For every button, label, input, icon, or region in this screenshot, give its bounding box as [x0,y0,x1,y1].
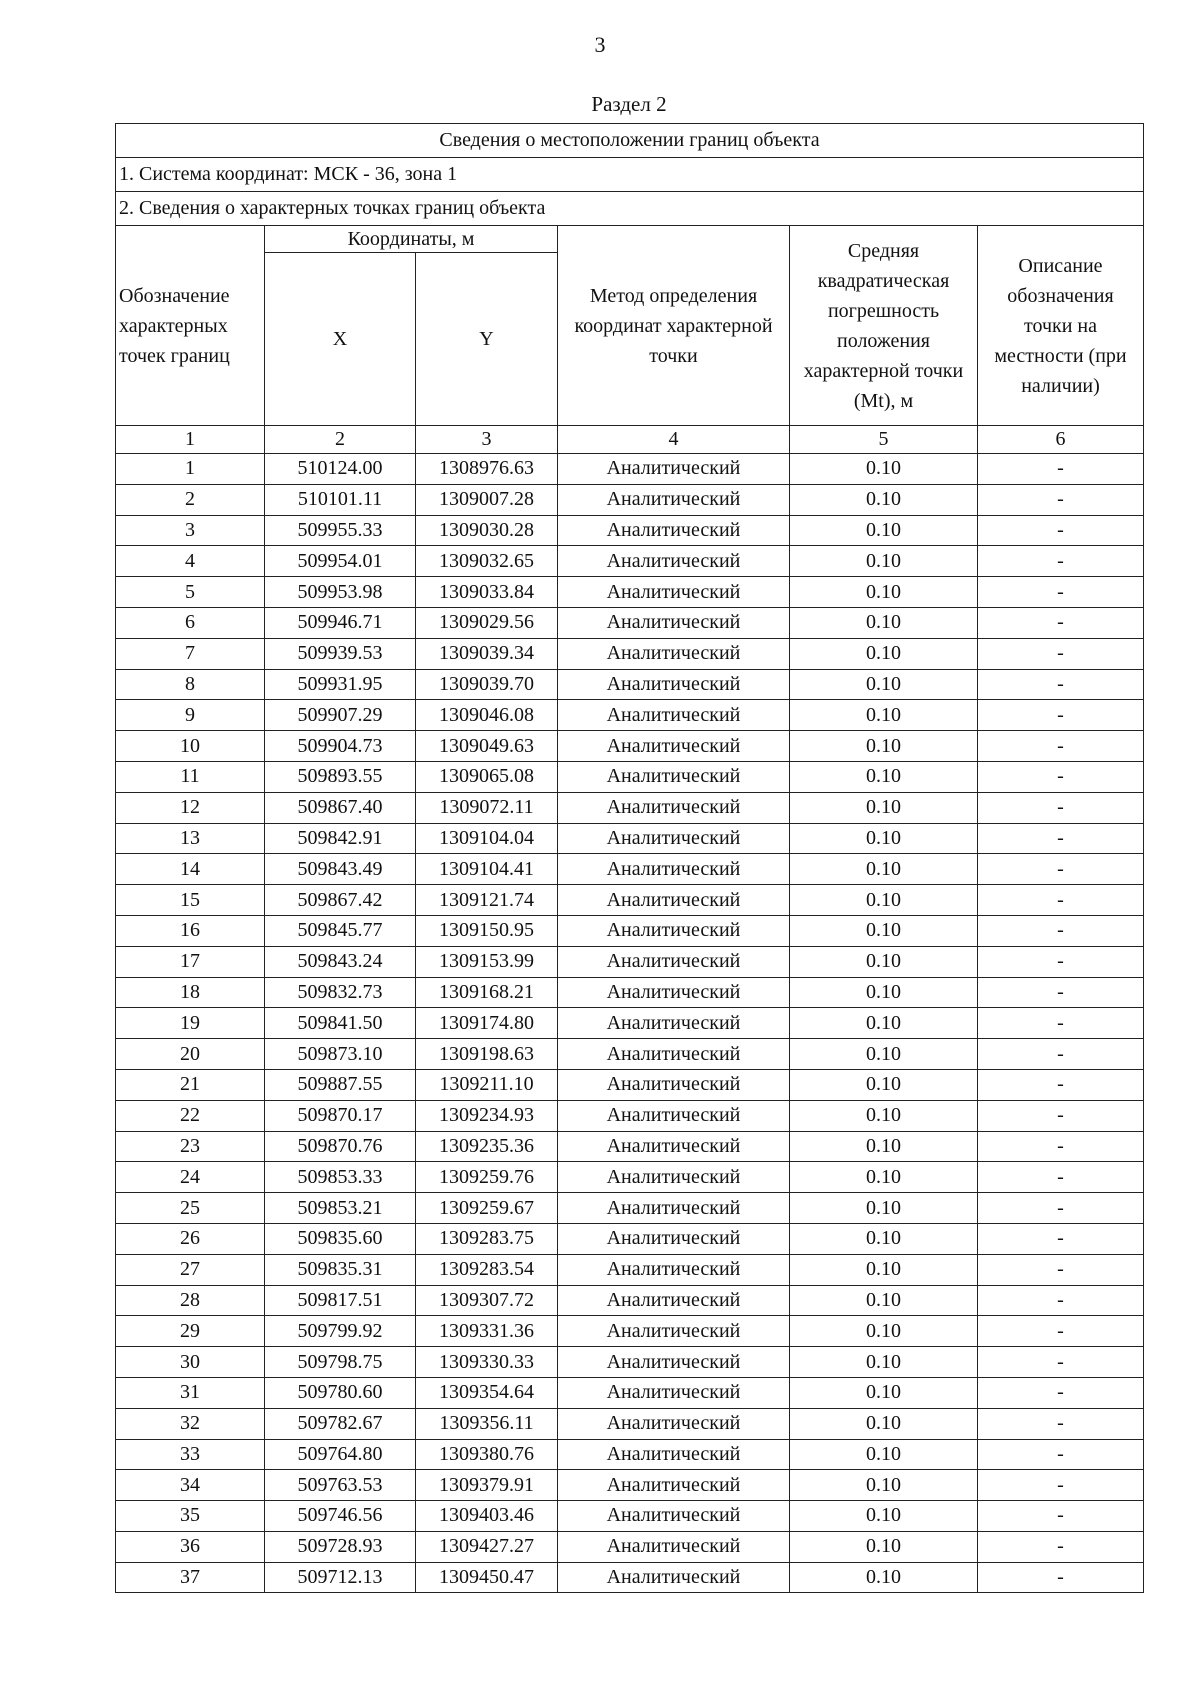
cell-description: - [978,885,1144,916]
cell-method: Аналитический [558,1408,790,1439]
table-row [116,1408,1144,1439]
cell-point-id: 31 [116,1377,265,1408]
cell-coord-y: 1309450.47 [416,1562,558,1593]
cell-coord-y: 1309168.21 [416,977,558,1008]
cell-description: - [978,792,1144,823]
cell-accuracy: 0.10 [790,1531,978,1562]
cell-accuracy: 0.10 [790,792,978,823]
cell-coord-x: 509946.71 [265,607,416,638]
cell-point-id: 2 [116,484,265,515]
cell-point-id: 16 [116,915,265,946]
table-row [116,1162,1144,1193]
cell-description: - [978,1131,1144,1162]
cell-coord-y: 1309356.11 [416,1408,558,1439]
cell-description: - [978,977,1144,1008]
cell-coord-y: 1309150.95 [416,915,558,946]
cell-coord-y: 1309234.93 [416,1100,558,1131]
cell-method: Аналитический [558,515,790,546]
cell-description: - [978,1439,1144,1470]
cell-coord-y: 1309235.36 [416,1131,558,1162]
cell-method: Аналитический [558,977,790,1008]
points-heading-row [116,192,1144,226]
cell-method: Аналитический [558,1347,790,1378]
cell-coord-y: 1309331.36 [416,1316,558,1347]
cell-method: Аналитический [558,1377,790,1408]
cell-method: Аналитический [558,885,790,916]
header-point: Обозначение характерных точек границ [116,226,265,426]
cell-description: - [978,638,1144,669]
cell-method: Аналитический [558,1162,790,1193]
cell-point-id: 29 [116,1316,265,1347]
column-number: 4 [558,426,790,454]
cell-point-id: 34 [116,1470,265,1501]
cell-accuracy: 0.10 [790,1162,978,1193]
cell-description: - [978,1501,1144,1532]
cell-point-id: 4 [116,546,265,577]
cell-coord-y: 1309174.80 [416,1008,558,1039]
cell-description: - [978,1285,1144,1316]
table-row [116,577,1144,608]
cell-point-id: 8 [116,669,265,700]
cell-description: - [978,1470,1144,1501]
cell-method: Аналитический [558,792,790,823]
column-number: 2 [265,426,416,454]
cell-coord-x: 509867.42 [265,885,416,916]
cell-accuracy: 0.10 [790,638,978,669]
table-row [116,977,1144,1008]
cell-description: - [978,669,1144,700]
cell-method: Аналитический [558,1069,790,1100]
cell-method: Аналитический [558,1501,790,1532]
cell-coord-x: 510101.11 [265,484,416,515]
cell-point-id: 27 [116,1254,265,1285]
cell-coord-y: 1309065.08 [416,761,558,792]
cell-coord-x: 509955.33 [265,515,416,546]
cell-description: - [978,1162,1144,1193]
cell-accuracy: 0.10 [790,915,978,946]
cell-description: - [978,1347,1144,1378]
cell-coord-y: 1309033.84 [416,577,558,608]
cell-coord-y: 1309354.64 [416,1377,558,1408]
cell-description: - [978,577,1144,608]
cell-coord-y: 1309259.76 [416,1162,558,1193]
cell-accuracy: 0.10 [790,546,978,577]
cell-point-id: 20 [116,1039,265,1070]
coord-system: 1. Система координат: МСК - 36, зона 1 [116,158,1144,192]
cell-accuracy: 0.10 [790,1254,978,1285]
cell-point-id: 15 [116,885,265,916]
table-row [116,1285,1144,1316]
cell-method: Аналитический [558,1039,790,1070]
table-row [116,1100,1144,1131]
cell-description: - [978,1254,1144,1285]
cell-method: Аналитический [558,1562,790,1593]
cell-coord-y: 1309104.41 [416,854,558,885]
cell-accuracy: 0.10 [790,577,978,608]
cell-point-id: 7 [116,638,265,669]
cell-point-id: 33 [116,1439,265,1470]
table-row [116,1069,1144,1100]
cell-coord-x: 509843.49 [265,854,416,885]
cell-coord-y: 1309380.76 [416,1439,558,1470]
cell-description: - [978,915,1144,946]
cell-coord-x: 509939.53 [265,638,416,669]
table-row [116,669,1144,700]
cell-method: Аналитический [558,700,790,731]
cell-coord-x: 510124.00 [265,454,416,485]
table-row [116,454,1144,485]
cell-description: - [978,946,1144,977]
cell-point-id: 26 [116,1223,265,1254]
cell-coord-x: 509841.50 [265,1008,416,1039]
cell-coord-y: 1309403.46 [416,1501,558,1532]
table-row [116,1439,1144,1470]
table-row [116,1562,1144,1593]
table-row [116,700,1144,731]
cell-coord-x: 509904.73 [265,731,416,762]
cell-coord-y: 1309072.11 [416,792,558,823]
cell-coord-x: 509763.53 [265,1470,416,1501]
cell-point-id: 23 [116,1131,265,1162]
cell-point-id: 19 [116,1008,265,1039]
table-row [116,484,1144,515]
cell-coord-y: 1309030.28 [416,515,558,546]
cell-coord-y: 1309029.56 [416,607,558,638]
points-heading: 2. Сведения о характерных точках границ объекта [116,192,1144,226]
cell-coord-x: 509712.13 [265,1562,416,1593]
cell-accuracy: 0.10 [790,731,978,762]
cell-coord-x: 509835.60 [265,1223,416,1254]
column-numbers-row [116,426,1144,454]
cell-accuracy: 0.10 [790,1439,978,1470]
cell-accuracy: 0.10 [790,1377,978,1408]
cell-method: Аналитический [558,1193,790,1224]
cell-method: Аналитический [558,638,790,669]
cell-description: - [978,1039,1144,1070]
cell-coord-x: 509907.29 [265,700,416,731]
header-y: Y [416,253,558,426]
cell-coord-y: 1308976.63 [416,454,558,485]
cell-point-id: 13 [116,823,265,854]
header-row-1 [116,226,1144,253]
cell-accuracy: 0.10 [790,885,978,916]
cell-description: - [978,854,1144,885]
cell-coord-x: 509845.77 [265,915,416,946]
cell-coord-x: 509853.33 [265,1162,416,1193]
cell-description: - [978,454,1144,485]
cell-coord-x: 509832.73 [265,977,416,1008]
column-number: 6 [978,426,1144,454]
cell-point-id: 35 [116,1501,265,1532]
cell-point-id: 12 [116,792,265,823]
cell-method: Аналитический [558,761,790,792]
cell-accuracy: 0.10 [790,823,978,854]
header-description: Описание обозначения точки на местности (при наличии) [978,226,1144,426]
table-title: Сведения о местоположении границ объекта [116,124,1144,158]
table-row [116,1377,1144,1408]
cell-point-id: 11 [116,761,265,792]
cell-coord-x: 509954.01 [265,546,416,577]
cell-coord-y: 1309032.65 [416,546,558,577]
cell-accuracy: 0.10 [790,854,978,885]
cell-point-id: 17 [116,946,265,977]
cell-accuracy: 0.10 [790,1008,978,1039]
cell-coord-x: 509953.98 [265,577,416,608]
table-row [116,915,1144,946]
cell-method: Аналитический [558,546,790,577]
cell-method: Аналитический [558,577,790,608]
cell-accuracy: 0.10 [790,1193,978,1224]
cell-accuracy: 0.10 [790,700,978,731]
table-row [116,1531,1144,1562]
cell-coord-x: 509931.95 [265,669,416,700]
cell-method: Аналитический [558,1223,790,1254]
cell-coord-x: 509887.55 [265,1069,416,1100]
cell-coord-y: 1309007.28 [416,484,558,515]
header-method: Метод определения координат характерной точки [558,226,790,426]
cell-method: Аналитический [558,1531,790,1562]
cell-coord-x: 509835.31 [265,1254,416,1285]
cell-description: - [978,1100,1144,1131]
table-row [116,1193,1144,1224]
cell-method: Аналитический [558,854,790,885]
cell-method: Аналитический [558,454,790,485]
cell-description: - [978,1223,1144,1254]
cell-method: Аналитический [558,1316,790,1347]
cell-accuracy: 0.10 [790,1347,978,1378]
cell-coord-x: 509842.91 [265,823,416,854]
table-row [116,1131,1144,1162]
table-row [116,946,1144,977]
cell-coord-x: 509893.55 [265,761,416,792]
cell-coord-y: 1309427.27 [416,1531,558,1562]
section-title: Раздел 2 [591,92,667,116]
cell-description: - [978,607,1144,638]
column-number: 1 [116,426,265,454]
cell-accuracy: 0.10 [790,515,978,546]
cell-accuracy: 0.10 [790,1285,978,1316]
cell-method: Аналитический [558,946,790,977]
cell-coord-x: 509853.21 [265,1193,416,1224]
table-row [116,1316,1144,1347]
column-number: 5 [790,426,978,454]
cell-method: Аналитический [558,1100,790,1131]
table-row [116,607,1144,638]
cell-point-id: 22 [116,1100,265,1131]
cell-point-id: 28 [116,1285,265,1316]
cell-coord-y: 1309283.75 [416,1223,558,1254]
cell-accuracy: 0.10 [790,454,978,485]
cell-accuracy: 0.10 [790,607,978,638]
table-row [116,731,1144,762]
cell-method: Аналитический [558,1008,790,1039]
cell-point-id: 9 [116,700,265,731]
cell-coord-x: 509870.76 [265,1131,416,1162]
cell-point-id: 5 [116,577,265,608]
cell-description: - [978,1562,1144,1593]
cell-coord-y: 1309046.08 [416,700,558,731]
table-row [116,1501,1144,1532]
cell-point-id: 21 [116,1069,265,1100]
cell-method: Аналитический [558,823,790,854]
cell-description: - [978,515,1144,546]
cell-method: Аналитический [558,484,790,515]
cell-accuracy: 0.10 [790,761,978,792]
cell-coord-x: 509843.24 [265,946,416,977]
cell-accuracy: 0.10 [790,1039,978,1070]
table-row [116,546,1144,577]
cell-point-id: 37 [116,1562,265,1593]
cell-method: Аналитический [558,1131,790,1162]
table-row [116,1254,1144,1285]
cell-description: - [978,1377,1144,1408]
cell-point-id: 32 [116,1408,265,1439]
cell-point-id: 3 [116,515,265,546]
cell-coord-y: 1309211.10 [416,1069,558,1100]
cell-coord-y: 1309121.74 [416,885,558,916]
cell-description: - [978,1408,1144,1439]
cell-coord-y: 1309049.63 [416,731,558,762]
header-x: X [265,253,416,426]
cell-coord-y: 1309153.99 [416,946,558,977]
boundary-points-table [115,123,1144,1593]
table-row [116,854,1144,885]
table-row [116,1347,1144,1378]
table-title-row [116,124,1144,158]
cell-method: Аналитический [558,607,790,638]
cell-point-id: 14 [116,854,265,885]
cell-coord-x: 509764.80 [265,1439,416,1470]
column-number: 3 [416,426,558,454]
cell-method: Аналитический [558,669,790,700]
cell-coord-y: 1309104.04 [416,823,558,854]
cell-coord-x: 509780.60 [265,1377,416,1408]
cell-point-id: 10 [116,731,265,762]
cell-coord-x: 509799.92 [265,1316,416,1347]
cell-coord-y: 1309379.91 [416,1470,558,1501]
cell-description: - [978,700,1144,731]
cell-accuracy: 0.10 [790,1470,978,1501]
cell-point-id: 30 [116,1347,265,1378]
cell-point-id: 24 [116,1162,265,1193]
table-row [116,1039,1144,1070]
cell-accuracy: 0.10 [790,1131,978,1162]
header-accuracy: Средняя квадратическая погрешность положения характерной точки (Mt), м [790,226,978,426]
table-row [116,761,1144,792]
cell-accuracy: 0.10 [790,946,978,977]
cell-description: - [978,823,1144,854]
cell-coord-y: 1309259.67 [416,1193,558,1224]
cell-point-id: 18 [116,977,265,1008]
cell-coord-x: 509798.75 [265,1347,416,1378]
cell-description: - [978,484,1144,515]
cell-coord-x: 509870.17 [265,1100,416,1131]
cell-method: Аналитический [558,915,790,946]
cell-accuracy: 0.10 [790,1562,978,1593]
cell-point-id: 25 [116,1193,265,1224]
cell-description: - [978,1193,1144,1224]
cell-coord-x: 509867.40 [265,792,416,823]
table-row [116,823,1144,854]
cell-method: Аналитический [558,1439,790,1470]
table-row [116,1470,1144,1501]
cell-coord-x: 509728.93 [265,1531,416,1562]
page-number: 3 [594,32,606,57]
cell-description: - [978,1531,1144,1562]
cell-accuracy: 0.10 [790,1501,978,1532]
cell-coord-x: 509746.56 [265,1501,416,1532]
cell-accuracy: 0.10 [790,977,978,1008]
cell-coord-y: 1309198.63 [416,1039,558,1070]
cell-coord-y: 1309283.54 [416,1254,558,1285]
cell-method: Аналитический [558,731,790,762]
cell-accuracy: 0.10 [790,484,978,515]
cell-coord-y: 1309307.72 [416,1285,558,1316]
table-row [116,638,1144,669]
cell-description: - [978,761,1144,792]
cell-method: Аналитический [558,1285,790,1316]
cell-point-id: 1 [116,454,265,485]
cell-coord-x: 509873.10 [265,1039,416,1070]
cell-accuracy: 0.10 [790,1069,978,1100]
cell-coord-x: 509817.51 [265,1285,416,1316]
table-row [116,885,1144,916]
cell-accuracy: 0.10 [790,1100,978,1131]
cell-coord-y: 1309330.33 [416,1347,558,1378]
cell-description: - [978,731,1144,762]
cell-coord-x: 509782.67 [265,1408,416,1439]
coord-system-row [116,158,1144,192]
table-row [116,1008,1144,1039]
table-row [116,515,1144,546]
cell-description: - [978,1316,1144,1347]
cell-point-id: 6 [116,607,265,638]
cell-accuracy: 0.10 [790,669,978,700]
cell-accuracy: 0.10 [790,1408,978,1439]
cell-point-id: 36 [116,1531,265,1562]
header-coords: Координаты, м [265,226,558,253]
cell-description: - [978,1069,1144,1100]
cell-coord-y: 1309039.34 [416,638,558,669]
cell-method: Аналитический [558,1254,790,1285]
table-row [116,792,1144,823]
table-row [116,1223,1144,1254]
cell-description: - [978,1008,1144,1039]
cell-accuracy: 0.10 [790,1316,978,1347]
cell-description: - [978,546,1144,577]
cell-accuracy: 0.10 [790,1223,978,1254]
cell-coord-y: 1309039.70 [416,669,558,700]
cell-method: Аналитический [558,1470,790,1501]
